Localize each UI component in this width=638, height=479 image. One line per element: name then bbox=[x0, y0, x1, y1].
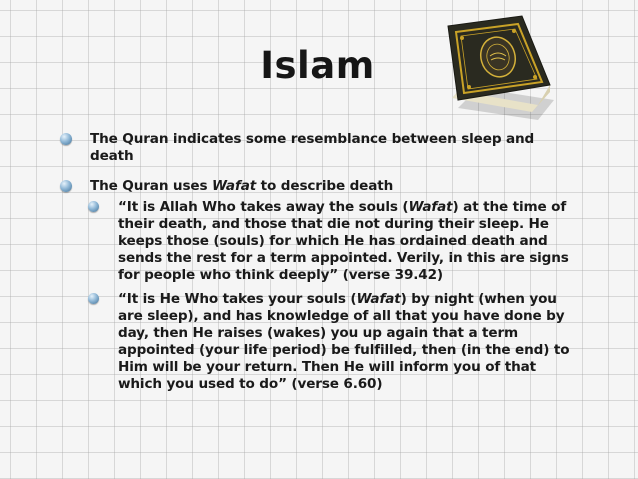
bullet-orb-icon bbox=[88, 293, 99, 304]
bullet-orb-icon bbox=[60, 133, 72, 145]
bullet-orb-icon bbox=[88, 201, 99, 212]
sub-bullet-item bbox=[88, 199, 580, 284]
quran-book-icon bbox=[438, 12, 556, 122]
bullet-item bbox=[60, 178, 580, 195]
quote-text-end: ) at the time of their death, and those that die not during their sleep. He keeps those (souls) for which He has ordained death and sends the rest for a term appointed. Verily, in this are signs for people who think deeply” (verse 39.42) bbox=[118, 199, 569, 283]
quote-text-start: “It is Allah Who takes away the souls ( bbox=[118, 199, 409, 215]
bullet-text: The Quran indicates some resemblance between sleep and death bbox=[90, 131, 535, 164]
quote-text-end: ) by night (when you are sleep), and has knowledge of all that you have done by day, then He raises (wakes) you up again that a term appointed (your life period) be fulfilled, then (in the end) to Him will be your return. Then He will inform you of that which you used to do” (verse 6.60) bbox=[118, 291, 570, 392]
bullet-text-end: to describe death bbox=[256, 178, 394, 194]
quote-emphasis: Wafat bbox=[408, 199, 453, 215]
bullet-list bbox=[60, 131, 580, 400]
bullet-orb-icon bbox=[60, 180, 72, 192]
slide-title: Islam bbox=[260, 44, 375, 87]
bullet-emphasis: Wafat bbox=[212, 178, 257, 194]
bullet-text-start: The Quran uses bbox=[90, 178, 212, 194]
bullet-item bbox=[60, 131, 580, 165]
quote-text-start: “It is He Who takes your souls ( bbox=[118, 291, 357, 307]
quote-emphasis: Wafat bbox=[356, 291, 401, 307]
sub-bullet-item bbox=[88, 291, 580, 393]
